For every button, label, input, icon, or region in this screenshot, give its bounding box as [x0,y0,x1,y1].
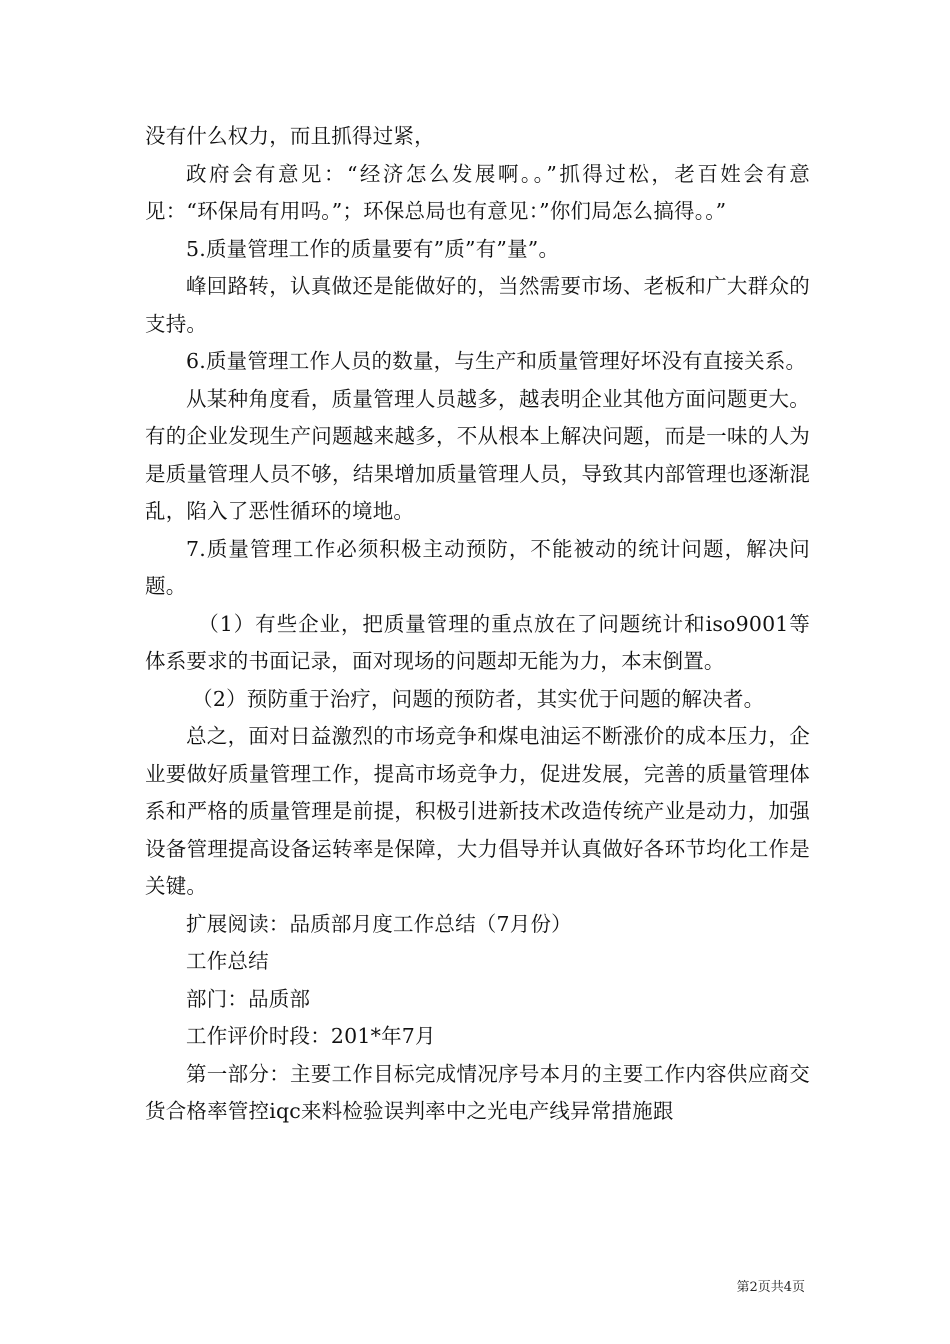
paragraph-item-2: （2）预防重于治疗，问题的预防者，其实优于问题的解决者。 [192,686,765,711]
heading-point-6: 6.质量管理工作人员的数量，与生产和质量管理好坏没有直接关系。 [186,349,807,373]
paragraph-staff-analysis: 从某种角度看，质量管理人员越多，越表明企业其他方面问题更大。有的企业发现生产问题越来越多，不从根本上解决问题，而是一味的人为是质量管理人员不够，结果增加质量管理人员，导致其内部管理也逐渐混乱，陷入了恶性循环的境地。 [145,386,810,523]
part-one-paragraph: 第一部分：主要工作目标完成情况序号本月的主要工作内容供应商交货合格率管控iqc来料检验误判率中之光电产线异常措施跟 [145,1061,810,1123]
page-number-footer: 第2页共4页 [736,1280,805,1295]
heading-point-7: 7.质量管理工作必须积极主动预防，不能被动的统计问题，解决问题。 [145,536,810,598]
paragraph-support: 峰回路转，认真做还是能做好的，当然需要市场、老板和广大群众的支持。 [145,274,810,336]
evaluation-period-line: 工作评价时段：201*年7月 [186,1024,436,1048]
extended-reading-title: 扩展阅读：品质部月度工作总结（7月份） [186,911,572,936]
heading-point-5: 5.质量管理工作的质量要有”质”有”量”。 [186,236,560,261]
paragraph-item-1: （1）有些企业，把质量管理的重点放在了问题统计和iso9001等体系要求的书面记录，面对现场的问题却无能为力，本末倒置。 [145,611,810,673]
document-body [145,118,810,1131]
paragraph-government-opinion: 政府会有意见：“经济怎么发展啊。。”抓得过松，老百姓会有意见：“环保局有用吗。”；环保总局也有意见：”你们局怎么搞得。。” [145,161,810,223]
paragraph-conclusion: 总之，面对日益激烈的市场竞争和煤电油运不断涨价的成本压力，企业要做好质量管理工作，提高市场竞争力，促进发展，完善的质量管理体系和严格的质量管理是前提，积极引进新技术改造传统产业是动力，加强设备管理提高设备运转率是保障，大力倡导并认真做好各环节均化工作是关键。 [145,724,810,898]
paragraph-continuation: 没有什么权力，而且抓得过紧， [145,124,435,148]
work-summary-title: 工作总结 [186,949,269,973]
department-line: 部门：品质部 [186,986,311,1011]
